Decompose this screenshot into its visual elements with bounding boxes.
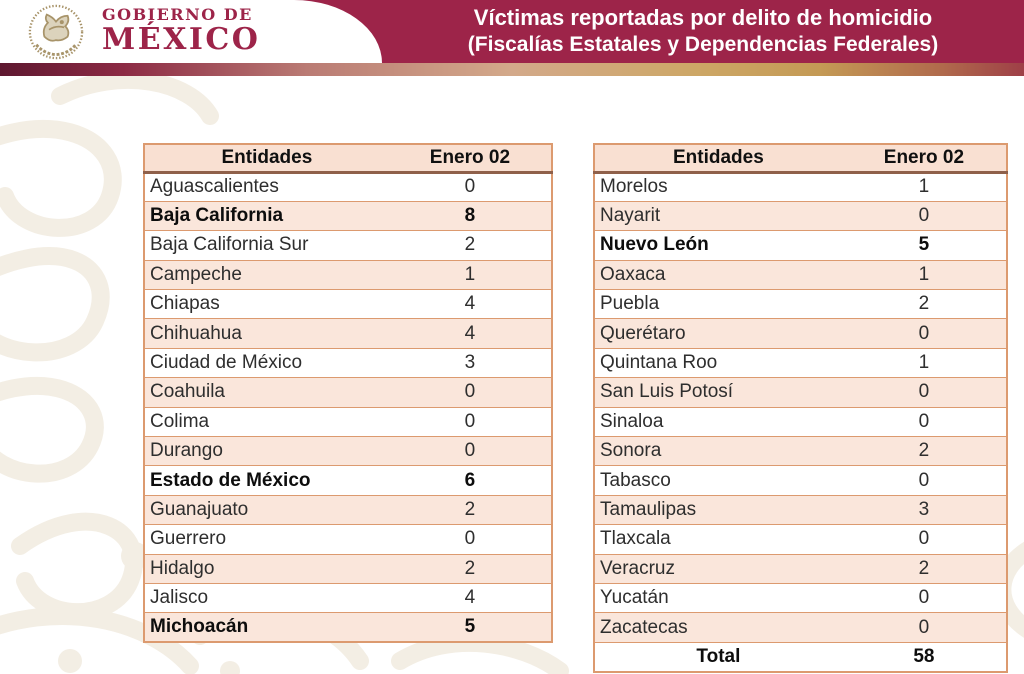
entity-name: Chiapas <box>144 290 389 319</box>
table-row <box>144 231 552 260</box>
entity-name: Morelos <box>594 172 842 201</box>
table-row <box>594 437 1007 466</box>
entity-name: Nuevo León <box>594 231 842 260</box>
table-row <box>144 583 552 612</box>
entity-name: Chihuahua <box>144 319 389 348</box>
entity-name: Tlaxcala <box>594 525 842 554</box>
table-row <box>594 172 1007 201</box>
table-row <box>594 525 1007 554</box>
entity-name: Querétaro <box>594 319 842 348</box>
table-row <box>144 290 552 319</box>
entity-name: Zacatecas <box>594 613 842 642</box>
victim-count: 4 <box>389 319 552 348</box>
victim-count: 2 <box>389 231 552 260</box>
victim-count: 3 <box>842 495 1007 524</box>
entity-name: Jalisco <box>144 583 389 612</box>
table-row <box>144 495 552 524</box>
victim-count: 2 <box>842 290 1007 319</box>
table-row <box>594 201 1007 230</box>
entity-name: Durango <box>144 437 389 466</box>
entity-name: Aguascalientes <box>144 172 389 201</box>
table-row <box>144 407 552 436</box>
victim-count: 4 <box>389 290 552 319</box>
entity-name: Baja California Sur <box>144 231 389 260</box>
entity-name: Quintana Roo <box>594 348 842 377</box>
entity-name: Ciudad de México <box>144 348 389 377</box>
table-header-row <box>594 144 1007 172</box>
victim-count: 2 <box>389 495 552 524</box>
table-row <box>594 495 1007 524</box>
page-title <box>382 0 1024 63</box>
victim-count: 1 <box>842 260 1007 289</box>
victim-count: 1 <box>389 260 552 289</box>
entity-name: Puebla <box>594 290 842 319</box>
table-row <box>594 466 1007 495</box>
table-row <box>144 378 552 407</box>
entity-name: Sonora <box>594 437 842 466</box>
entity-name: Michoacán <box>144 613 389 642</box>
victim-count: 0 <box>389 437 552 466</box>
victim-count: 5 <box>842 231 1007 260</box>
victim-count: 6 <box>389 466 552 495</box>
column-header-enero02: Enero 02 <box>842 144 1007 172</box>
entity-name: San Luis Potosí <box>594 378 842 407</box>
victim-count: 0 <box>842 466 1007 495</box>
column-header-entidades: Entidades <box>594 144 842 172</box>
entity-name: Tabasco <box>594 466 842 495</box>
victim-count: 0 <box>842 583 1007 612</box>
total-value: 58 <box>842 642 1007 671</box>
victim-count: 0 <box>389 525 552 554</box>
victim-count: 2 <box>842 437 1007 466</box>
table-header-row <box>144 144 552 172</box>
entity-name: Coahuila <box>144 378 389 407</box>
table-row <box>594 231 1007 260</box>
victim-count: 0 <box>842 613 1007 642</box>
entity-name: Estado de México <box>144 466 389 495</box>
table-row <box>594 260 1007 289</box>
victim-count: 5 <box>389 613 552 642</box>
victim-count: 8 <box>389 201 552 230</box>
victim-count: 0 <box>389 172 552 201</box>
table-row <box>144 348 552 377</box>
report-body <box>0 76 1024 674</box>
header-bar <box>0 0 1024 63</box>
mexico-eagle-seal-icon <box>14 3 98 61</box>
victim-count: 0 <box>842 378 1007 407</box>
entity-name: Guanajuato <box>144 495 389 524</box>
logo-plate <box>0 0 382 63</box>
victim-count: 0 <box>842 407 1007 436</box>
victim-count: 0 <box>389 378 552 407</box>
victim-count: 2 <box>389 554 552 583</box>
table-row <box>594 319 1007 348</box>
entity-name: Hidalgo <box>144 554 389 583</box>
victim-count: 1 <box>842 172 1007 201</box>
table-row <box>594 583 1007 612</box>
entity-name: Oaxaca <box>594 260 842 289</box>
entity-name: Veracruz <box>594 554 842 583</box>
government-brand <box>102 5 261 58</box>
title-line1: Víctimas reportadas por delito de homicidio <box>473 5 933 31</box>
table-row <box>594 554 1007 583</box>
table-row <box>594 407 1007 436</box>
victim-count: 0 <box>842 525 1007 554</box>
table-row <box>144 172 552 201</box>
entity-name: Baja California <box>144 201 389 230</box>
entity-name: Tamaulipas <box>594 495 842 524</box>
table-row <box>144 554 552 583</box>
victim-count: 1 <box>842 348 1007 377</box>
table-row <box>144 201 552 230</box>
brand-line2: MÉXICO <box>102 22 261 58</box>
victims-table-right <box>593 143 1008 673</box>
entity-name: Guerrero <box>144 525 389 554</box>
victim-count: 0 <box>842 201 1007 230</box>
entity-name: Yucatán <box>594 583 842 612</box>
table-row <box>144 319 552 348</box>
total-label: Total <box>594 642 842 671</box>
title-line2: (Fiscalías Estatales y Dependencias Federales) <box>467 33 939 57</box>
table-row <box>144 260 552 289</box>
table-row <box>144 466 552 495</box>
entity-name: Campeche <box>144 260 389 289</box>
table-row <box>594 378 1007 407</box>
victim-count: 0 <box>389 407 552 436</box>
table-row <box>144 613 552 642</box>
table-row <box>144 437 552 466</box>
entity-name: Colima <box>144 407 389 436</box>
table-row <box>594 290 1007 319</box>
victim-count: 0 <box>842 319 1007 348</box>
entity-name: Sinaloa <box>594 407 842 436</box>
total-row <box>594 642 1007 671</box>
gradient-stripe <box>0 63 1024 76</box>
victim-count: 4 <box>389 583 552 612</box>
brand-line1: GOBIERNO DE <box>102 5 253 25</box>
victim-count: 3 <box>389 348 552 377</box>
victims-table-left <box>143 143 553 643</box>
table-row <box>594 613 1007 642</box>
victim-count: 2 <box>842 554 1007 583</box>
column-header-enero02: Enero 02 <box>389 144 552 172</box>
column-header-entidades: Entidades <box>144 144 389 172</box>
table-row <box>594 348 1007 377</box>
table-row <box>144 525 552 554</box>
entity-name: Nayarit <box>594 201 842 230</box>
